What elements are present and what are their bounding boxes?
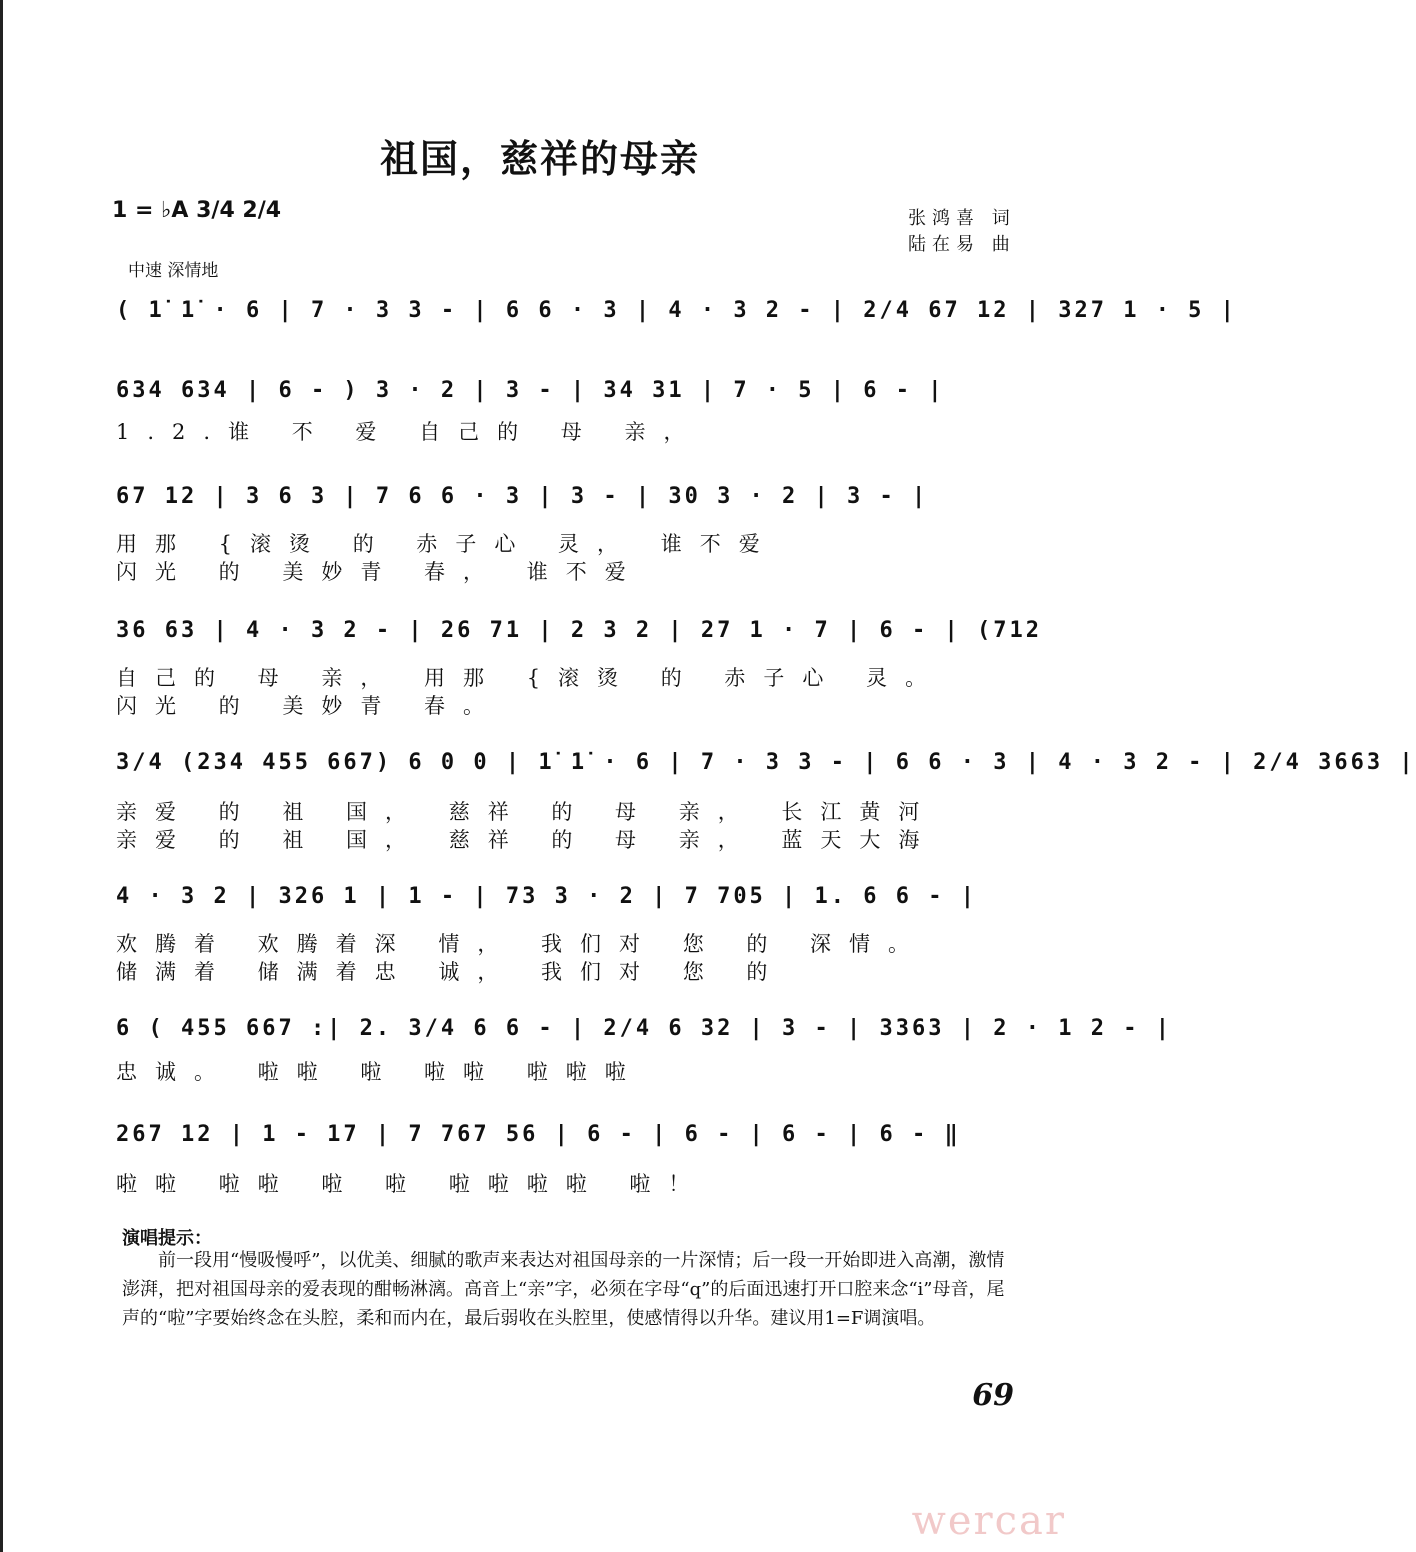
notation-row: 36 63 | 4 · 3 2 - | 26 71 | 2 3 2 | 27 1 · 7 | 6 - | (712	[116, 618, 1042, 643]
lyric-line: 闪光 的 美妙青 春， 谁不爱	[116, 560, 644, 584]
notation-row: ( 1̇ 1̇ · 6 | 7 · 3 3 - | 6 6 · 3 | 4 · 3 2 - | 2/4 67 12 | 327 1 · 5 |	[116, 298, 1237, 323]
notation-row: 3/4 (234 455 667) 6 0 0 | 1̇ 1̇ · 6 | 7 · 3 3 - | 6 6 · 3 | 4 · 3 2 - | 2/4 3663 |	[116, 750, 1416, 775]
lyric-line: 亲爱 的 祖 国， 慈祥 的 母 亲， 蓝天大海	[116, 828, 938, 852]
lyric-line: 闪光 的 美妙青 春。	[116, 694, 503, 718]
composer-credit: 陆在易 曲	[908, 234, 1016, 255]
tips-body: 前一段用“慢吸慢呼”，以优美、细腻的歌声来表达对祖国母亲的一片深情；后一段一开始即进入高潮，激情澎湃，把对祖国母亲的爱表现的酣畅淋漓。高音上“亲”字，必须在字母“q”的后面迅速打开口腔来念“i”母音，尾声的“啦”字要始终念在头腔，柔和而内在，最后弱收在头腔里，使感情得以升华。建议用1=F调演唱。	[122, 1250, 1005, 1329]
lyric-line: 欢腾着 欢腾着深 情， 我们对 您 的 深情。	[116, 932, 928, 956]
notation-row: 6 ( 455 667 :| 2. 3/4 6 6 - | 2/4 6 32 | 3 - | 3363 | 2 · 1 2 - |	[116, 1016, 1172, 1041]
key-signature: 1 = ♭A 3/4 2/4	[112, 198, 282, 223]
lyric-line: 用那 {滚烫 的 赤子心 灵， 谁不爱	[116, 532, 778, 556]
lyric-line: 忠诚。 啦啦 啦 啦啦 啦啦啦	[116, 1060, 644, 1084]
song-title: 祖国，慈祥的母亲	[379, 136, 700, 181]
page-number: 69	[972, 1378, 1014, 1413]
lyric-line: 1.2.谁 不 爱 自己的 母 亲，	[116, 420, 703, 444]
lyric-line: 亲爱 的 祖 国， 慈祥 的 母 亲， 长江黄河	[116, 800, 938, 824]
page-edge	[0, 0, 3, 1552]
tempo-marking: 中速 深情地	[128, 261, 219, 281]
lyric-line: 自己的 母 亲， 用那 {滚烫 的 赤子心 灵。	[116, 666, 945, 690]
lyric-line: 啦啦 啦啦 啦 啦 啦啦啦啦 啦！	[116, 1172, 708, 1196]
tips-heading: 演唱提示：	[122, 1228, 212, 1249]
lyricist-credit: 张鸿喜 词	[908, 208, 1016, 229]
watermark: wercar	[911, 1498, 1066, 1544]
lyric-line: 储满着 储满着忠 诚， 我们对 您 的	[116, 960, 786, 984]
notation-row: 267 12 | 1 - 17 | 7 767 56 | 6 - | 6 - | 6 - | 6 - ‖	[116, 1122, 961, 1147]
notation-row: 67 12 | 3 6 3 | 7 6 6 · 3 | 3 - | 30 3 · 2 | 3 - |	[116, 484, 929, 509]
notation-row: 4 · 3 2 | 326 1 | 1 - | 73 3 · 2 | 7 705 | 1. 6 6 - |	[116, 884, 977, 909]
notation-row: 634 634 | 6 - ) 3 · 2 | 3 - | 34 31 | 7 · 5 | 6 - |	[116, 378, 945, 403]
